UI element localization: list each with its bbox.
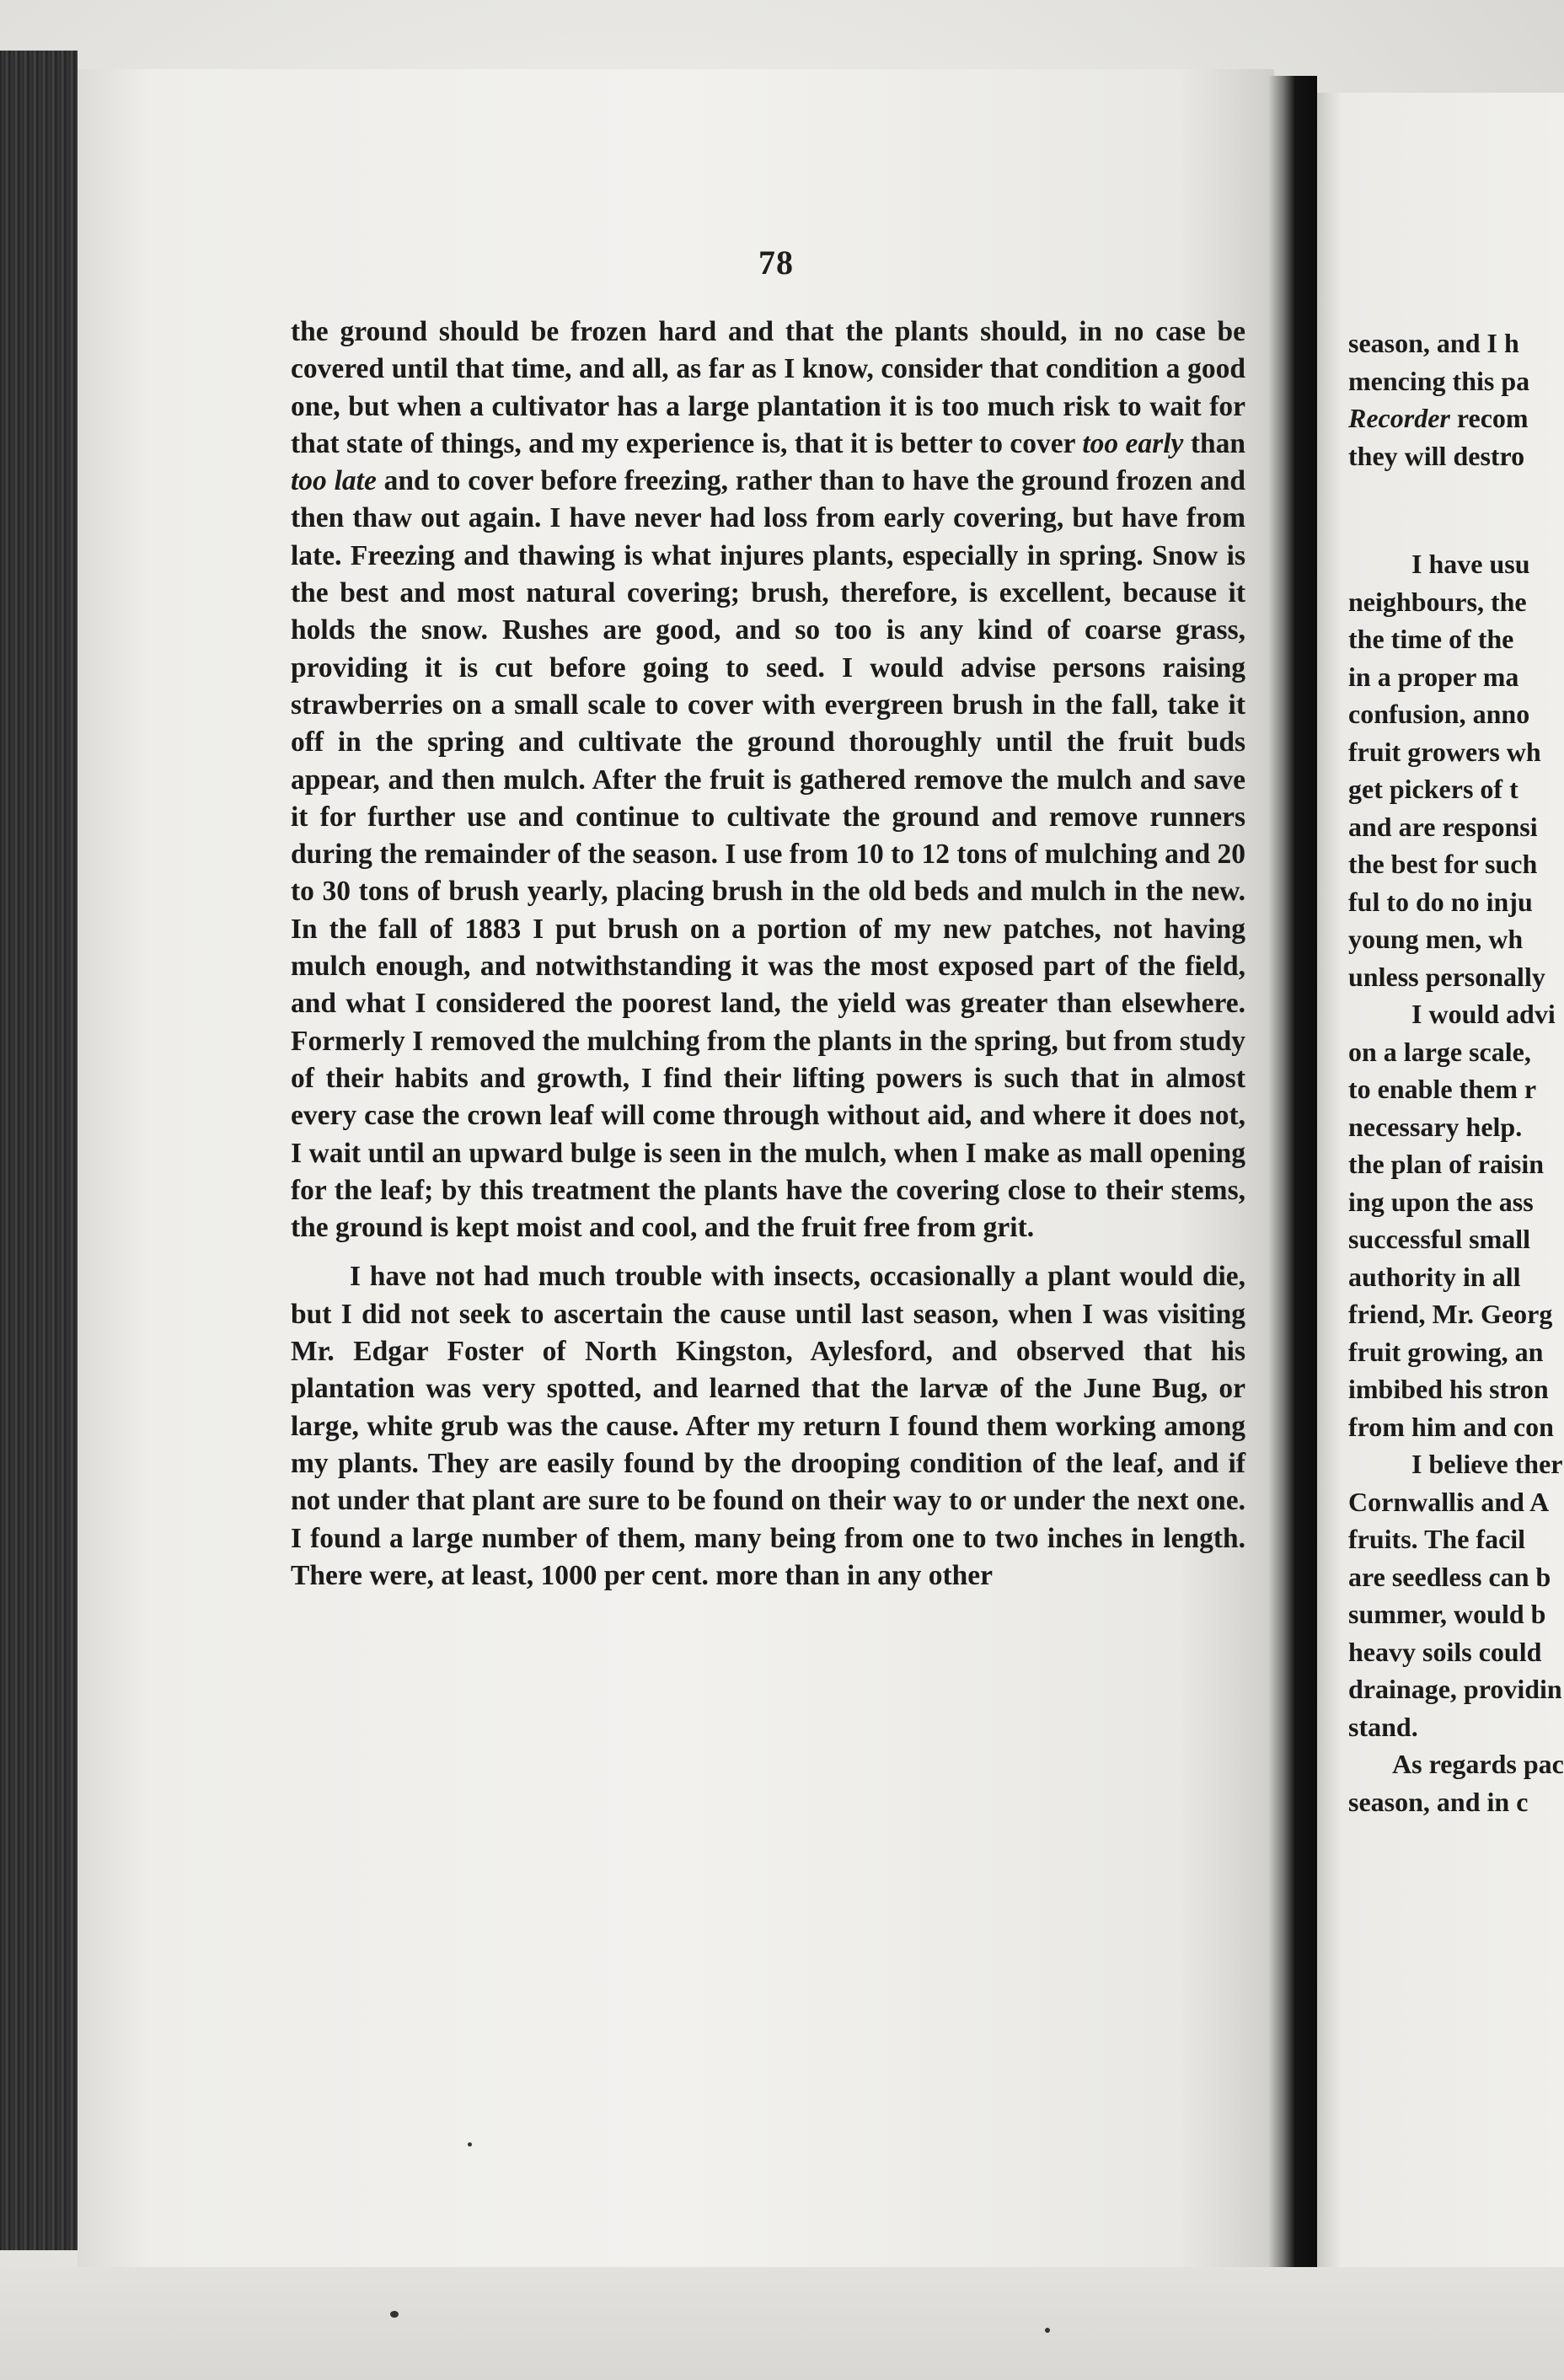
right-page-body (1348, 324, 1564, 1820)
page-gutter (1268, 76, 1317, 2267)
paragraph-text: the ground should be frozen hard and that the plants should, in no case be covered until that time, and all, as far as I know, consider that condition a good one, but when a cultivator has a large plantation it is too much risk to wait for that state of things, and my experience is, that it is better to cover (291, 316, 1245, 459)
right-page-line: Cornwallis and A (1348, 1486, 1550, 1517)
right-page-line: are seedless can b (1348, 1561, 1551, 1592)
right-page-line: the time of the (1348, 624, 1514, 654)
page-number: 78 (758, 244, 794, 281)
right-page-line: from him and con (1348, 1411, 1554, 1442)
recorder-italic: Recorder (1348, 403, 1450, 433)
right-page-line: I would advi (1411, 999, 1556, 1029)
right-page-line: to enable them r (1348, 1074, 1537, 1104)
right-page-line: and are responsi (1348, 811, 1538, 842)
right-page-line: fruits. The facil (1348, 1524, 1526, 1554)
scan-speck (1045, 2328, 1050, 2333)
right-page-line: successful small (1348, 1224, 1530, 1254)
right-page-line: stand. (1348, 1711, 1418, 1742)
paragraph-covering (291, 314, 1245, 1246)
right-page-line: I believe ther (1411, 1449, 1563, 1479)
right-page-line: season, and in c (1348, 1786, 1529, 1817)
right-page-line: they will destro (1348, 440, 1525, 471)
paragraph-text: and to cover before freezing, rather than to have the ground frozen and then thaw out again. I have never had loss from early covering, but have from late. Freezing and thawing is what injures plants, especially in spring. Snow is the best and most natural covering; brush, therefore, is excellent, because it holds the snow. Rushes are good, and so too is any kind of coarse grass, providing it is cut before going to seed. I would advise persons raising strawberries on a small scale to cover with evergreen brush in the fall, take it off in the spring and cultivate the ground thoroughly until the fruit buds appear, and then mulch. After the fruit is gathered remove the mulch and save it for further use and continue to cultivate the ground and remove runners during the remainder of the season. I use from 10 to 12 tons of mulching and 20 to 30 tons of brush yearly, placing brush in the old beds and mulch in the new. In the fall of 1883 I put brush on a portion of my new patches, not having mulch enough, and notwithstanding it was the most exposed part of the field, and what I considered the poorest land, the yield was greater than elsewhere. Formerly I removed the mulching from the plants in the spring, but from study of their habits and growth, I find their lifting powers is such that in almost every case the crown leaf will come through without aid, and where it does not, I wait until an upward bulge is seen in the mulch, when I make as mall opening for the leaf; by this treatment the plants have the covering close to their stems, the ground is kept moist and cool, and the fruit free from grit. (291, 465, 1245, 1244)
right-page-line: Recorder recom (1348, 403, 1529, 433)
right-page-line: imbibed his stron (1348, 1374, 1549, 1404)
book-binding-edge (0, 51, 78, 2250)
right-page-line: I have usu (1411, 549, 1530, 579)
right-page-line: ing upon the ass (1348, 1186, 1534, 1217)
right-page-line: in a proper ma (1348, 661, 1519, 692)
right-page-line: heavy soils could (1348, 1636, 1542, 1667)
left-page-body (291, 314, 1245, 1595)
right-page-line: necessary help. (1348, 1111, 1523, 1142)
paragraph-insects: I have not had much trouble with insects, occasionally a plant would die, but I did not seek to ascertain the cause until last season, when I was visiting Mr. Edgar Foster of North Kingston, Aylesford, and observed that his plantation was very spotted, and learned that the larvæ of the June Bug, or large, white grub was the cause. After my return I found them working among my plants. They are easily found by the drooping condition of the leaf, and if not under that plant are sure to be found on their way to or under the next one. I found a large number of them, many being from one to two inches in length. There were, at least, 1000 per cent. more than in any other (291, 1261, 1245, 1591)
right-page-line: young men, wh (1348, 924, 1524, 954)
right-page-line: season, and I h (1348, 328, 1519, 358)
right-page-line: As regards pac (1392, 1749, 1564, 1779)
right-page-line: unless personally (1348, 961, 1545, 992)
right-page-line: neighbours, the (1348, 586, 1527, 617)
right-page-line: get pickers of t (1348, 774, 1518, 804)
right-page-line (1348, 474, 1564, 545)
right-page-line: the plan of raisin (1348, 1149, 1545, 1179)
bottom-margin (0, 2267, 1564, 2380)
paragraph-text: than (1183, 427, 1245, 459)
right-page-line: summer, would b (1348, 1599, 1546, 1629)
right-page-line: the best for such (1348, 849, 1538, 879)
right-page-line: mencing this pa (1348, 365, 1530, 396)
right-page-line: drainage, providin (1348, 1674, 1562, 1704)
right-page-line: fruit growing, an (1348, 1336, 1544, 1367)
scan-speck (390, 2311, 399, 2318)
right-page-line: on a large scale, (1348, 1036, 1531, 1067)
scan-speck (468, 2142, 472, 2147)
right-page-line: confusion, anno (1348, 699, 1530, 729)
emphasis-too-late: too late (291, 465, 377, 497)
right-page-line: ful to do no inju (1348, 886, 1533, 917)
right-page-line: authority in all (1348, 1261, 1521, 1292)
right-page-line: friend, Mr. Georg (1348, 1299, 1553, 1329)
right-page-line: fruit growers wh (1348, 736, 1541, 767)
emphasis-too-early: too early (1082, 427, 1184, 459)
